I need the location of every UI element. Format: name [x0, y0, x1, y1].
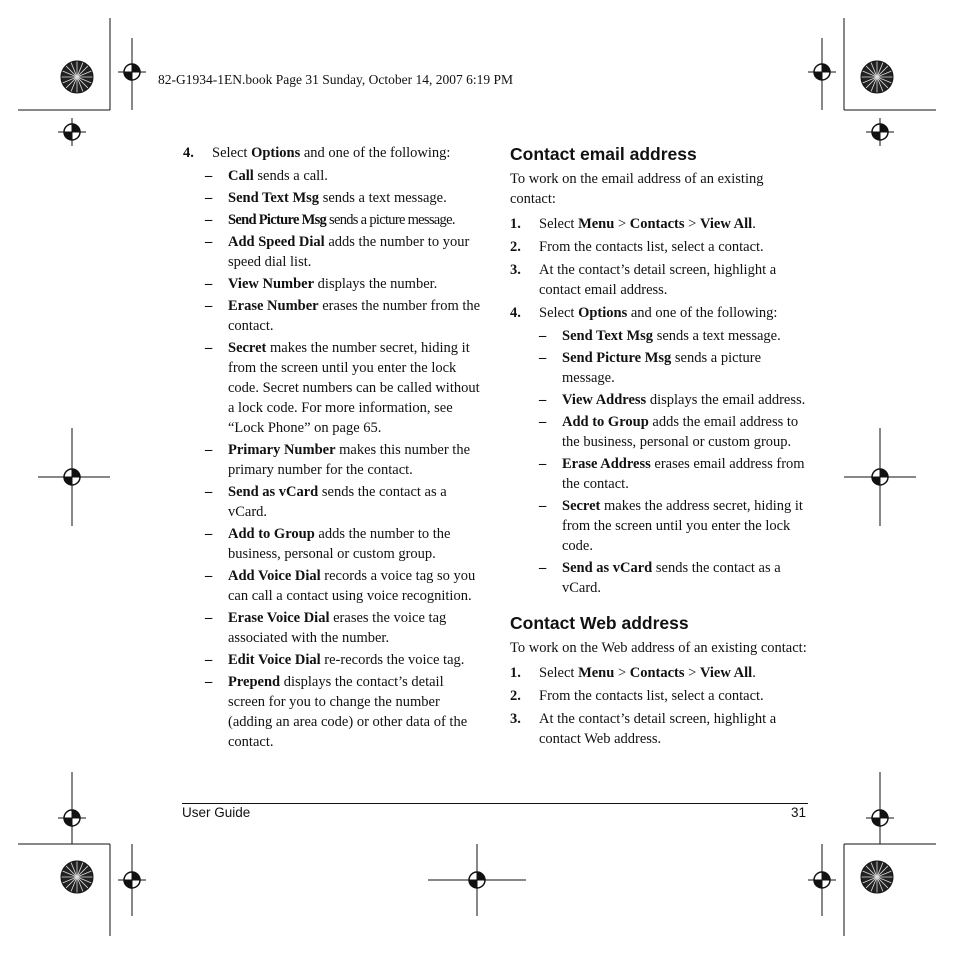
option-term: View Number — [228, 276, 315, 292]
option-term: Add to Group — [562, 414, 649, 430]
step-text: Select — [539, 216, 579, 232]
list-item: – Secret makes the number secret, hiding it from the screen until you enter the lock code. Secret numbers can be called without a lock code. For more information, see “Lock Phone” on page 65. — [205, 340, 480, 436]
options-term: Options — [251, 145, 301, 161]
option-desc: sends the contact as a vCard. — [228, 484, 447, 520]
menu-term: Menu — [578, 216, 615, 232]
list-item: – Call sends a call. — [205, 168, 328, 184]
option-desc: sends a picture message. — [562, 350, 762, 386]
option-desc: makes this number the primary number for the contact. — [228, 442, 471, 478]
step-text: and one of the following: — [300, 145, 451, 161]
separator: > — [684, 665, 700, 681]
list-item: – Send Picture Msg sends a picture message. — [539, 350, 762, 386]
option-term: View Address — [562, 392, 647, 408]
list-item: – Send as vCard sends the contact as a vCard. — [539, 560, 781, 596]
list-item: – Send Picture Msg sends a picture message. — [205, 212, 455, 228]
email-step-2 — [510, 237, 810, 257]
left-column — [183, 143, 483, 754]
step-text: Select — [539, 305, 579, 321]
list-item: – Send Text Msg sends a text message. — [205, 190, 447, 206]
option-term: Send as vCard — [562, 560, 653, 576]
web-section-intro: To work on the Web address of an existing contact: — [510, 640, 807, 656]
list-item: – Add to Group adds the number to the business, personal or custom group. — [205, 526, 451, 562]
list-item: – Add Voice Dial records a voice tag so you can call a contact using voice recognition. — [205, 568, 476, 604]
step-number: 4. — [183, 145, 194, 161]
page-number: 31 — [790, 805, 806, 820]
web-step-3 — [510, 709, 810, 749]
option-term: Erase Number — [228, 298, 319, 314]
view-all-term: View All — [699, 216, 753, 232]
right-column — [510, 143, 810, 752]
step-number: 3. — [510, 262, 521, 278]
step-number: 2. — [510, 239, 521, 255]
options-term: Options — [578, 305, 628, 321]
list-item: – Send as vCard sends the contact as a vCard. — [205, 484, 447, 520]
option-desc: adds the number to the business, personal or custom group. — [228, 526, 451, 562]
list-item: – Edit Voice Dial re-records the voice tag. — [205, 652, 465, 668]
list-item: – Erase Number erases the number from the contact. — [205, 298, 481, 334]
step-number: 2. — [510, 688, 521, 704]
option-desc: records a voice tag so you can call a contact using voice recognition. — [228, 568, 476, 604]
separator: > — [614, 665, 630, 681]
step-number: 3. — [510, 711, 521, 727]
footer-rule — [182, 803, 808, 804]
left-step-4 — [183, 143, 483, 163]
step-text: Select — [212, 145, 252, 161]
web-step-2 — [510, 686, 810, 706]
option-term: Primary Number — [228, 442, 336, 458]
step-text: and one of the following: — [627, 305, 778, 321]
list-item: – View Number displays the number. — [205, 276, 438, 292]
option-desc: makes the address secret, hiding it from the screen until you enter the lock code. — [562, 498, 803, 554]
step-text: . — [752, 216, 756, 232]
option-term: Erase Address — [562, 456, 651, 472]
step-text: At the contact’s detail screen, highlight a contact email address. — [539, 262, 777, 298]
email-section-intro: To work on the email address of an existing contact: — [510, 171, 764, 207]
contacts-term: Contacts — [629, 216, 685, 232]
list-item: – View Address displays the email address. — [539, 392, 806, 408]
option-desc: sends a text message. — [319, 190, 447, 206]
option-term: Add to Group — [228, 526, 315, 542]
step-text: Select — [539, 665, 579, 681]
option-term: Send Picture Msg — [562, 350, 672, 366]
view-all-term: View All — [699, 665, 753, 681]
list-item: – Add Speed Dial adds the number to your speed dial list. — [205, 234, 470, 270]
step-text: From the contacts list, select a contact. — [539, 239, 764, 255]
email-step-3 — [510, 260, 810, 300]
step-number: 4. — [510, 305, 521, 321]
list-item: – Send Text Msg sends a text message. — [539, 328, 781, 344]
option-term: Erase Voice Dial — [228, 610, 330, 626]
email-step-4 — [510, 303, 810, 323]
web-step-1 — [510, 663, 810, 683]
menu-term: Menu — [578, 665, 615, 681]
option-term: Send Picture Msg — [228, 212, 327, 228]
list-item: – Erase Voice Dial erases the voice tag associated with the number. — [205, 610, 447, 646]
option-term: Edit Voice Dial — [228, 652, 321, 668]
list-item: – Primary Number makes this number the primary number for the contact. — [205, 442, 471, 478]
step-number: 1. — [510, 216, 521, 232]
option-desc: sends a call. — [253, 168, 328, 184]
option-desc: displays the number. — [314, 276, 438, 292]
list-item: – Erase Address erases email address from the contact. — [539, 456, 805, 492]
option-desc: makes the number secret, hiding it from the screen until you enter the lock code. Secret numbers can be called without a lock code. For more information, see “Lock Phone” on page 65. — [228, 340, 480, 436]
option-term: Secret — [562, 498, 601, 514]
step-number: 1. — [510, 665, 521, 681]
contacts-term: Contacts — [629, 665, 685, 681]
option-desc: sends a text message. — [653, 328, 781, 344]
email-options-list — [539, 326, 810, 598]
option-desc: erases the voice tag associated with the number. — [228, 610, 447, 646]
web-section-heading: Contact Web address — [510, 613, 689, 633]
email-step-1 — [510, 214, 810, 234]
option-desc: erases email address from the contact. — [562, 456, 805, 492]
separator: > — [684, 216, 700, 232]
option-desc: displays the contact’s detail screen for you to change the number (adding an area code) or other data of the contact. — [228, 674, 468, 750]
option-term: Send Text Msg — [228, 190, 320, 206]
step-text: From the contacts list, select a contact. — [539, 688, 764, 704]
step-text: At the contact’s detail screen, highlight a contact Web address. — [539, 711, 777, 747]
option-term: Add Voice Dial — [228, 568, 321, 584]
option-desc: sends a picture message. — [326, 212, 455, 228]
option-desc: erases the number from the contact. — [228, 298, 481, 334]
separator: > — [614, 216, 630, 232]
option-desc: displays the email address. — [646, 392, 806, 408]
option-desc: adds the number to your speed dial list. — [228, 234, 470, 270]
book-header-line: 82-G1934-1EN.book Page 31 Sunday, October 14, 2007 6:19 PM — [158, 72, 513, 87]
option-term: Add Speed Dial — [228, 234, 325, 250]
footer-title: User Guide — [182, 805, 251, 820]
option-term: Prepend — [228, 674, 281, 690]
step-text: . — [752, 665, 756, 681]
option-term: Send as vCard — [228, 484, 319, 500]
option-term: Call — [228, 168, 254, 184]
option-term: Secret — [228, 340, 267, 356]
option-desc: adds the email address to the business, personal or custom group. — [562, 414, 799, 450]
left-options-list — [205, 166, 483, 752]
option-desc: re-records the voice tag. — [320, 652, 465, 668]
list-item: – Add to Group adds the email address to the business, personal or custom group. — [539, 414, 799, 450]
list-item: – Prepend displays the contact’s detail screen for you to change the number (adding an area code) or other data of the contact. — [205, 674, 468, 750]
email-section-heading: Contact email address — [510, 144, 697, 164]
list-item: – Secret makes the address secret, hiding it from the screen until you enter the lock code. — [539, 498, 803, 554]
option-desc: sends the contact as a vCard. — [562, 560, 781, 596]
option-term: Send Text Msg — [562, 328, 654, 344]
